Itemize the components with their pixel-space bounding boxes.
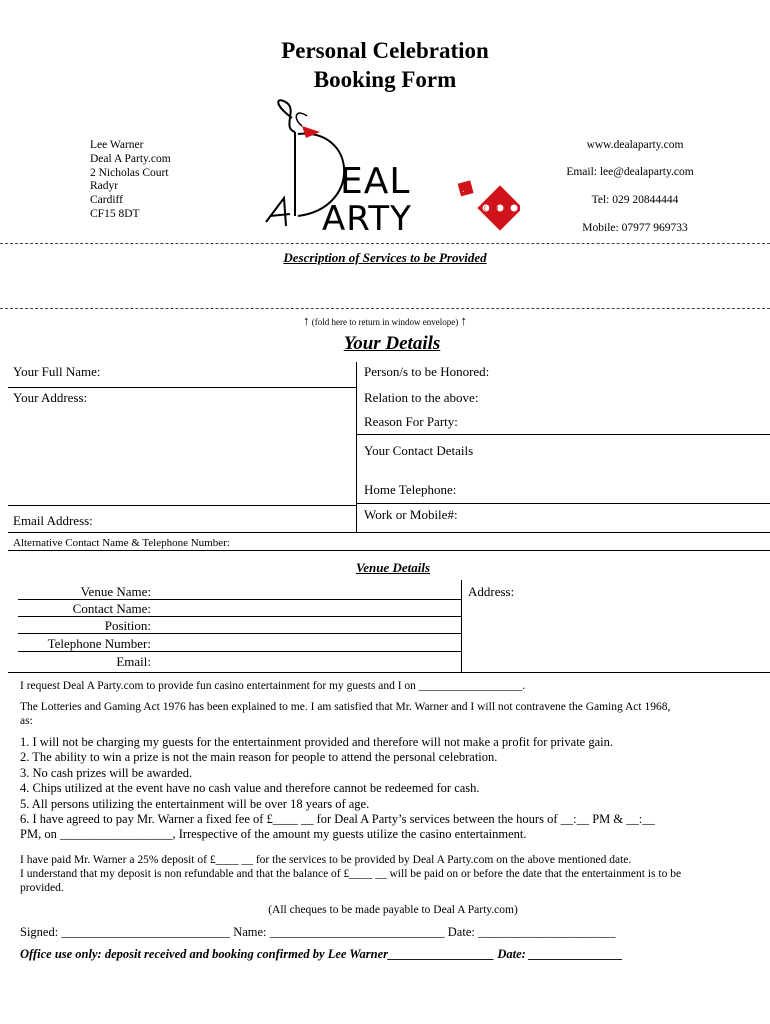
list-item: 5. All persons utilizing the entertainment will be over 18 years of age. <box>20 796 370 811</box>
details-column-divider <box>356 362 357 532</box>
logo-arty-text: ARTY <box>322 199 412 238</box>
deposit-text <box>20 853 765 895</box>
list-item: 1. I will not be charging my guests for the entertainment provided and therefore will not make a profit for private gain. <box>20 735 613 749</box>
home-telephone-label: Home Telephone: <box>364 482 457 497</box>
sender-line: Radyr <box>90 180 119 193</box>
form-title-line2: Booking Form <box>313 67 457 92</box>
venue-position-label: Position: <box>104 618 151 633</box>
alternative-contact-label: Alternative Contact Name & Telephone Number: <box>13 537 230 549</box>
sender-line: 2 Nicholas Court <box>90 166 169 179</box>
relation-label: Relation to the above: <box>364 390 479 405</box>
address-label: Your Address: <box>13 390 88 405</box>
venue-name-label: Venue Name: <box>80 584 151 599</box>
deal-a-party-logo <box>262 98 520 238</box>
reason-label: Reason For Party: <box>364 414 458 429</box>
venue-email-label: Email: <box>116 654 151 669</box>
contact-email: Email: lee@dealaparty.com <box>566 166 694 178</box>
list-item: PM, on __________________, Irrespective of the amount my guests utilize the casino entertainment. <box>20 827 527 842</box>
arrow-up-icon: ↑ <box>303 313 310 328</box>
request-text: I request Deal A Party.com to provide fun casino entertainment for my guests and I on __________________. <box>20 680 526 692</box>
venue-address-label: Address: <box>468 584 515 599</box>
arrow-up-icon: ↑ <box>460 313 467 328</box>
lotteries-text-1: The Lotteries and Gaming Act 1976 has been explained to me. I am satisfied that Mr. Warner and I will not contravene the Gaming Act 1968, <box>20 701 671 713</box>
contact-details-label: Your Contact Details <box>364 443 474 458</box>
work-mobile-label: Work or Mobile#: <box>364 507 458 522</box>
deposit-line: provided. <box>20 882 64 894</box>
svg-text:.: . <box>462 185 465 194</box>
full-name-label: Your Full Name: <box>13 364 101 379</box>
full-name-line <box>8 387 356 388</box>
reason-line <box>356 434 770 435</box>
your-details-heading: Your Details <box>343 333 441 354</box>
logo-graphic <box>262 98 520 238</box>
fold-line <box>0 308 770 309</box>
venue-telephone-label: Telephone Number: <box>47 636 151 651</box>
home-telephone-line <box>356 503 770 504</box>
venue-bottom-line <box>8 672 770 673</box>
contact-mobile: Mobile: 07977 969733 <box>582 222 688 234</box>
venue-contact-label: Contact Name: <box>72 601 151 616</box>
services-heading: Description of Services to be Provided <box>283 250 487 265</box>
address-line <box>8 505 356 506</box>
form-title-line1: Personal Celebration <box>281 38 489 63</box>
details-bottom-line <box>8 532 770 533</box>
signature-line: Signed: ___________________________ Name: ____________________________ Date: ______________________ <box>20 925 616 939</box>
venue-name-line <box>18 599 461 600</box>
conditions-list <box>20 735 765 843</box>
office-use-line: Office use only: deposit received and booking confirmed by Lee Warner_________________ Date: _______________ <box>20 947 623 961</box>
dashed-divider <box>0 243 770 244</box>
sender-line: Lee Warner <box>90 139 144 151</box>
deposit-line: I have paid Mr. Warner a 25% deposit of £____ __ for the services to be provided by Deal A Party.com on the above mentioned date. <box>20 854 632 866</box>
deposit-line: I understand that my deposit is non refundable and that the balance of £____ __ will be paid on or before the date that the entertainment is to be <box>20 868 682 880</box>
venue-contact-line <box>18 616 461 617</box>
website-text: www.dealaparty.com <box>586 139 684 151</box>
list-item: 3. No cash prizes will be awarded. <box>20 765 193 780</box>
venue-details-heading: Venue Details <box>355 560 431 575</box>
email-address-label: Email Address: <box>13 513 93 528</box>
sender-line: Cardiff <box>90 194 124 207</box>
fold-text: (fold here to return in window envelope) <box>311 317 459 327</box>
venue-column-divider <box>461 580 462 672</box>
venue-telephone-line <box>18 651 461 652</box>
venue-position-line <box>18 633 461 634</box>
list-item: 4. Chips utilized at the event have no cash value and therefore cannot be redeemed for cash. <box>20 781 480 796</box>
alternative-contact-line <box>8 550 770 551</box>
sender-line: CF15 8DT <box>90 207 140 220</box>
logo-chip-letters: C O M <box>483 206 499 213</box>
cheques-note: (All cheques to be made payable to Deal A Party.com) <box>268 904 518 916</box>
list-item: 2. The ability to win a prize is not the main reason for people to attend the personal celebration. <box>20 750 498 765</box>
honored-label: Person/s to be Honored: <box>364 364 490 379</box>
sender-line: Deal A Party.com <box>90 152 171 165</box>
sender-address <box>90 139 171 222</box>
fold-instruction <box>0 313 770 329</box>
list-item: 6. I have agreed to pay Mr. Warner a fixed fee of £____ __ for Deal A Party’s services between the hours of __:__ PM & __:__ <box>20 812 655 827</box>
contact-tel: Tel: 029 20844444 <box>591 194 679 206</box>
logo-eal-text: EAL <box>340 161 411 202</box>
lotteries-text-2: as: <box>20 715 33 727</box>
